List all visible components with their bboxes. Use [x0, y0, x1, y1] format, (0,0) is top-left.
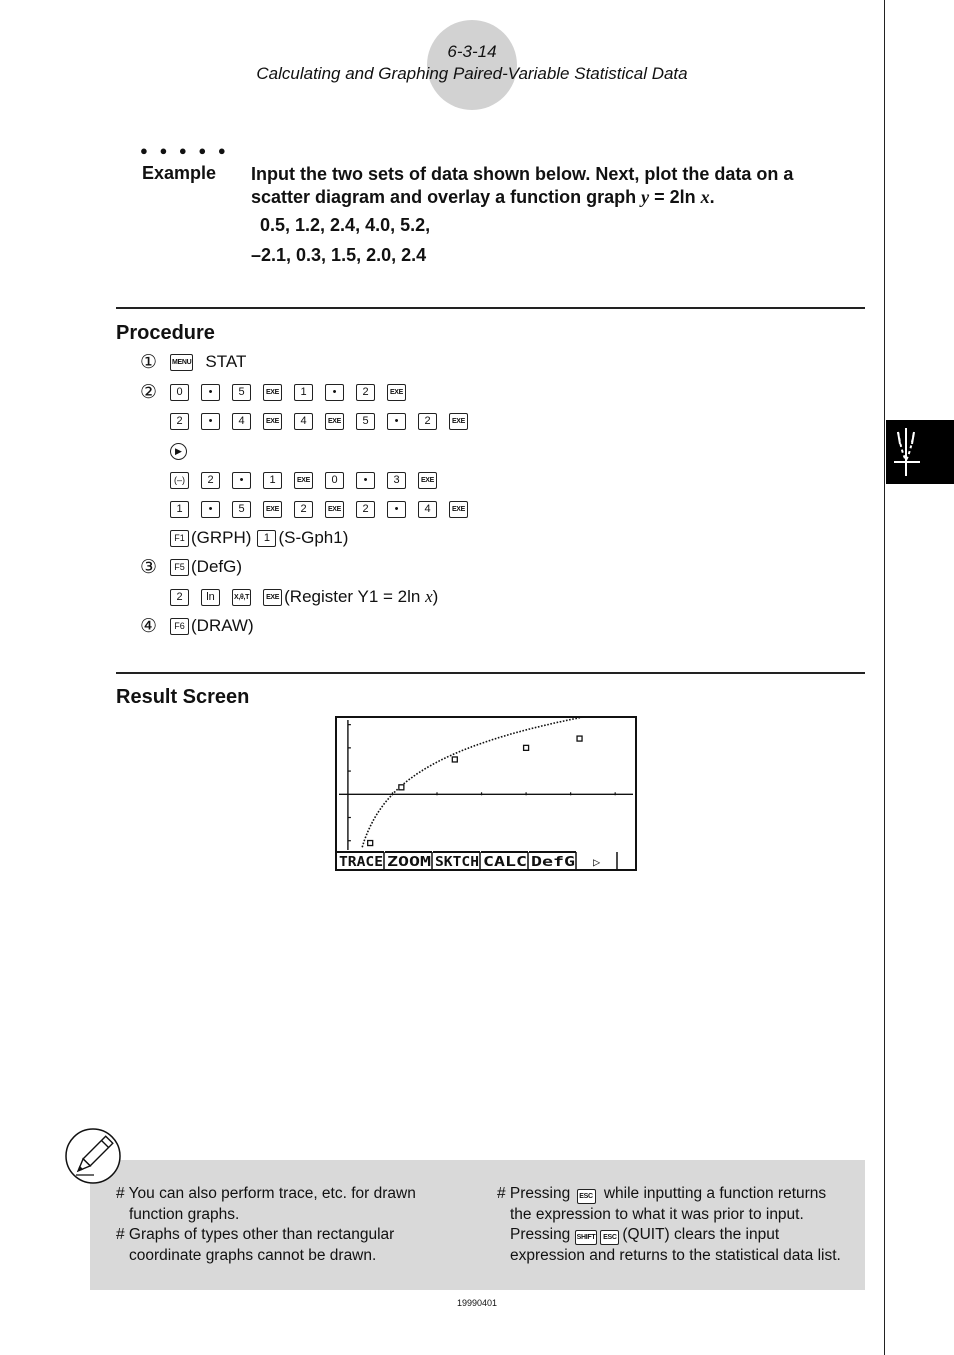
grph-label: (GRPH) [191, 528, 252, 547]
scatter-point [577, 736, 582, 741]
note-line: function graphs. [129, 1205, 240, 1223]
exe-key: EXE [325, 413, 344, 430]
note-line: # Graphs of types other than rectangular [116, 1226, 395, 1244]
divider [116, 672, 865, 674]
draw-label: (DRAW) [191, 616, 254, 635]
exe-key: EXE [263, 413, 282, 430]
key-2: 2 [170, 589, 189, 606]
data-y-values: –2.1, 0.3, 1.5, 2.0, 2.4 [251, 245, 427, 265]
menu-key: MENU [170, 354, 193, 371]
f5-key: F5 [170, 559, 189, 576]
key-2: 2 [170, 413, 189, 430]
key-dot: • [232, 472, 251, 489]
key-dot: • [201, 501, 220, 518]
key-5: 5 [232, 384, 251, 401]
key-5: 5 [232, 501, 251, 518]
negative-key: (–) [170, 472, 189, 489]
sgph-label: (S-Gph1) [278, 528, 349, 547]
key-dot: • [325, 384, 344, 401]
data-x-values: 0.5, 1.2, 2.4, 4.0, 5.2, [260, 215, 431, 235]
key-dot: • [387, 413, 406, 430]
scatter-point [368, 841, 373, 846]
step-2-line-6 [170, 526, 348, 550]
key-1: 1 [257, 530, 276, 547]
scatter-point [524, 745, 529, 750]
key-0: 0 [325, 472, 344, 489]
example-line-1: Input the two sets of data shown below. Next, plot the data on a [251, 164, 794, 184]
stat-chapter-icon [886, 420, 954, 484]
key-dot: • [387, 501, 406, 518]
step-3 [140, 555, 242, 579]
step-2-line-3 [170, 439, 199, 463]
notes-left [116, 1184, 476, 1266]
esc-key: ESC [600, 1230, 619, 1245]
example-text [251, 163, 851, 209]
right-margin-rule [884, 0, 885, 1355]
note-line: coordinate graphs cannot be drawn. [129, 1246, 377, 1264]
result-graph [335, 716, 637, 871]
scatter-point [452, 757, 457, 762]
example-line-2: scatter diagram and overlay a function graph y = 2ln x. [251, 187, 715, 207]
menu-label-0: TRACE [339, 855, 383, 870]
key-1: 1 [263, 472, 282, 489]
key-4: 4 [418, 501, 437, 518]
exe-key: EXE [418, 472, 437, 489]
step-2-line-5 [170, 497, 480, 521]
page-title: Calculating and Graphing Paired-Variable Statistical Data [256, 64, 688, 83]
exe-key: EXE [263, 589, 282, 606]
key-2: 2 [201, 472, 220, 489]
ln-key: ln [201, 589, 220, 606]
step-3-line-2 [170, 585, 438, 609]
key-2: 2 [356, 501, 375, 518]
step-number: ① [140, 351, 158, 373]
notes-right [497, 1184, 862, 1266]
step-number: ② [140, 381, 158, 403]
esc-key: ESC [577, 1189, 596, 1204]
key-dot: • [201, 384, 220, 401]
scatter-point [399, 785, 404, 790]
key-dot: • [356, 472, 375, 489]
footer-code: 19990401 [456, 1298, 498, 1308]
result-title: Result Screen [116, 686, 250, 708]
note-line: the expression to what it was prior to input. [510, 1205, 804, 1223]
divider [116, 307, 865, 309]
key-2: 2 [356, 384, 375, 401]
key-2: 2 [294, 501, 313, 518]
exe-key: EXE [263, 384, 282, 401]
page-number: 6-3-14 [447, 42, 497, 61]
key-2: 2 [418, 413, 437, 430]
exe-key: EXE [449, 413, 468, 430]
key-1: 1 [170, 501, 189, 518]
calculator-screen [335, 716, 637, 871]
x-theta-t-key: X,θ,T [232, 589, 251, 606]
key-1: 1 [294, 384, 313, 401]
cursor-right-key: ▶ [170, 443, 187, 460]
example-dots: ● ● ● ● ● [140, 143, 230, 158]
menu-label-1: ZOOM [387, 855, 432, 870]
example-label: Example [142, 163, 217, 183]
menu-label-5: ▷ [593, 855, 601, 869]
note-line: Pressing SHIFT ESC (QUIT) clears the input [510, 1226, 780, 1244]
exe-key: EXE [387, 384, 406, 401]
defg-label: (DefG) [191, 557, 242, 576]
register-label: (Register Y1 = 2ln x) [284, 587, 439, 606]
exe-key: EXE [263, 501, 282, 518]
key-5: 5 [356, 413, 375, 430]
key-3: 3 [387, 472, 406, 489]
chapter-tab [886, 420, 954, 484]
step-number: ③ [140, 556, 158, 578]
menu-label-3: CALC [483, 855, 527, 870]
f6-key: F6 [170, 618, 189, 635]
exe-key: EXE [294, 472, 313, 489]
exe-key: EXE [325, 501, 344, 518]
pencil-icon [64, 1127, 122, 1185]
key-0: 0 [170, 384, 189, 401]
exe-key: EXE [449, 501, 468, 518]
step-2-line-4 [170, 468, 449, 492]
step-number: ④ [140, 615, 158, 637]
step-4 [140, 614, 254, 638]
menu-label-4: DefG [531, 855, 576, 870]
key-4: 4 [232, 413, 251, 430]
step-2 [140, 380, 418, 404]
procedure-title: Procedure [116, 322, 215, 344]
key-dot: • [201, 413, 220, 430]
menu-label-2: SKTCH [435, 855, 479, 870]
f1-key: F1 [170, 530, 189, 547]
note-line: # You can also perform trace, etc. for drawn [116, 1185, 416, 1202]
shift-key: SHIFT [575, 1230, 598, 1245]
note-line: expression and returns to the statistical data list. [510, 1246, 841, 1264]
note-line: # Pressing ESC while inputting a function returns [497, 1185, 827, 1202]
step-label: STAT [205, 352, 247, 371]
key-4: 4 [294, 413, 313, 430]
step-1 [140, 350, 246, 374]
step-2-line-2 [170, 409, 480, 433]
